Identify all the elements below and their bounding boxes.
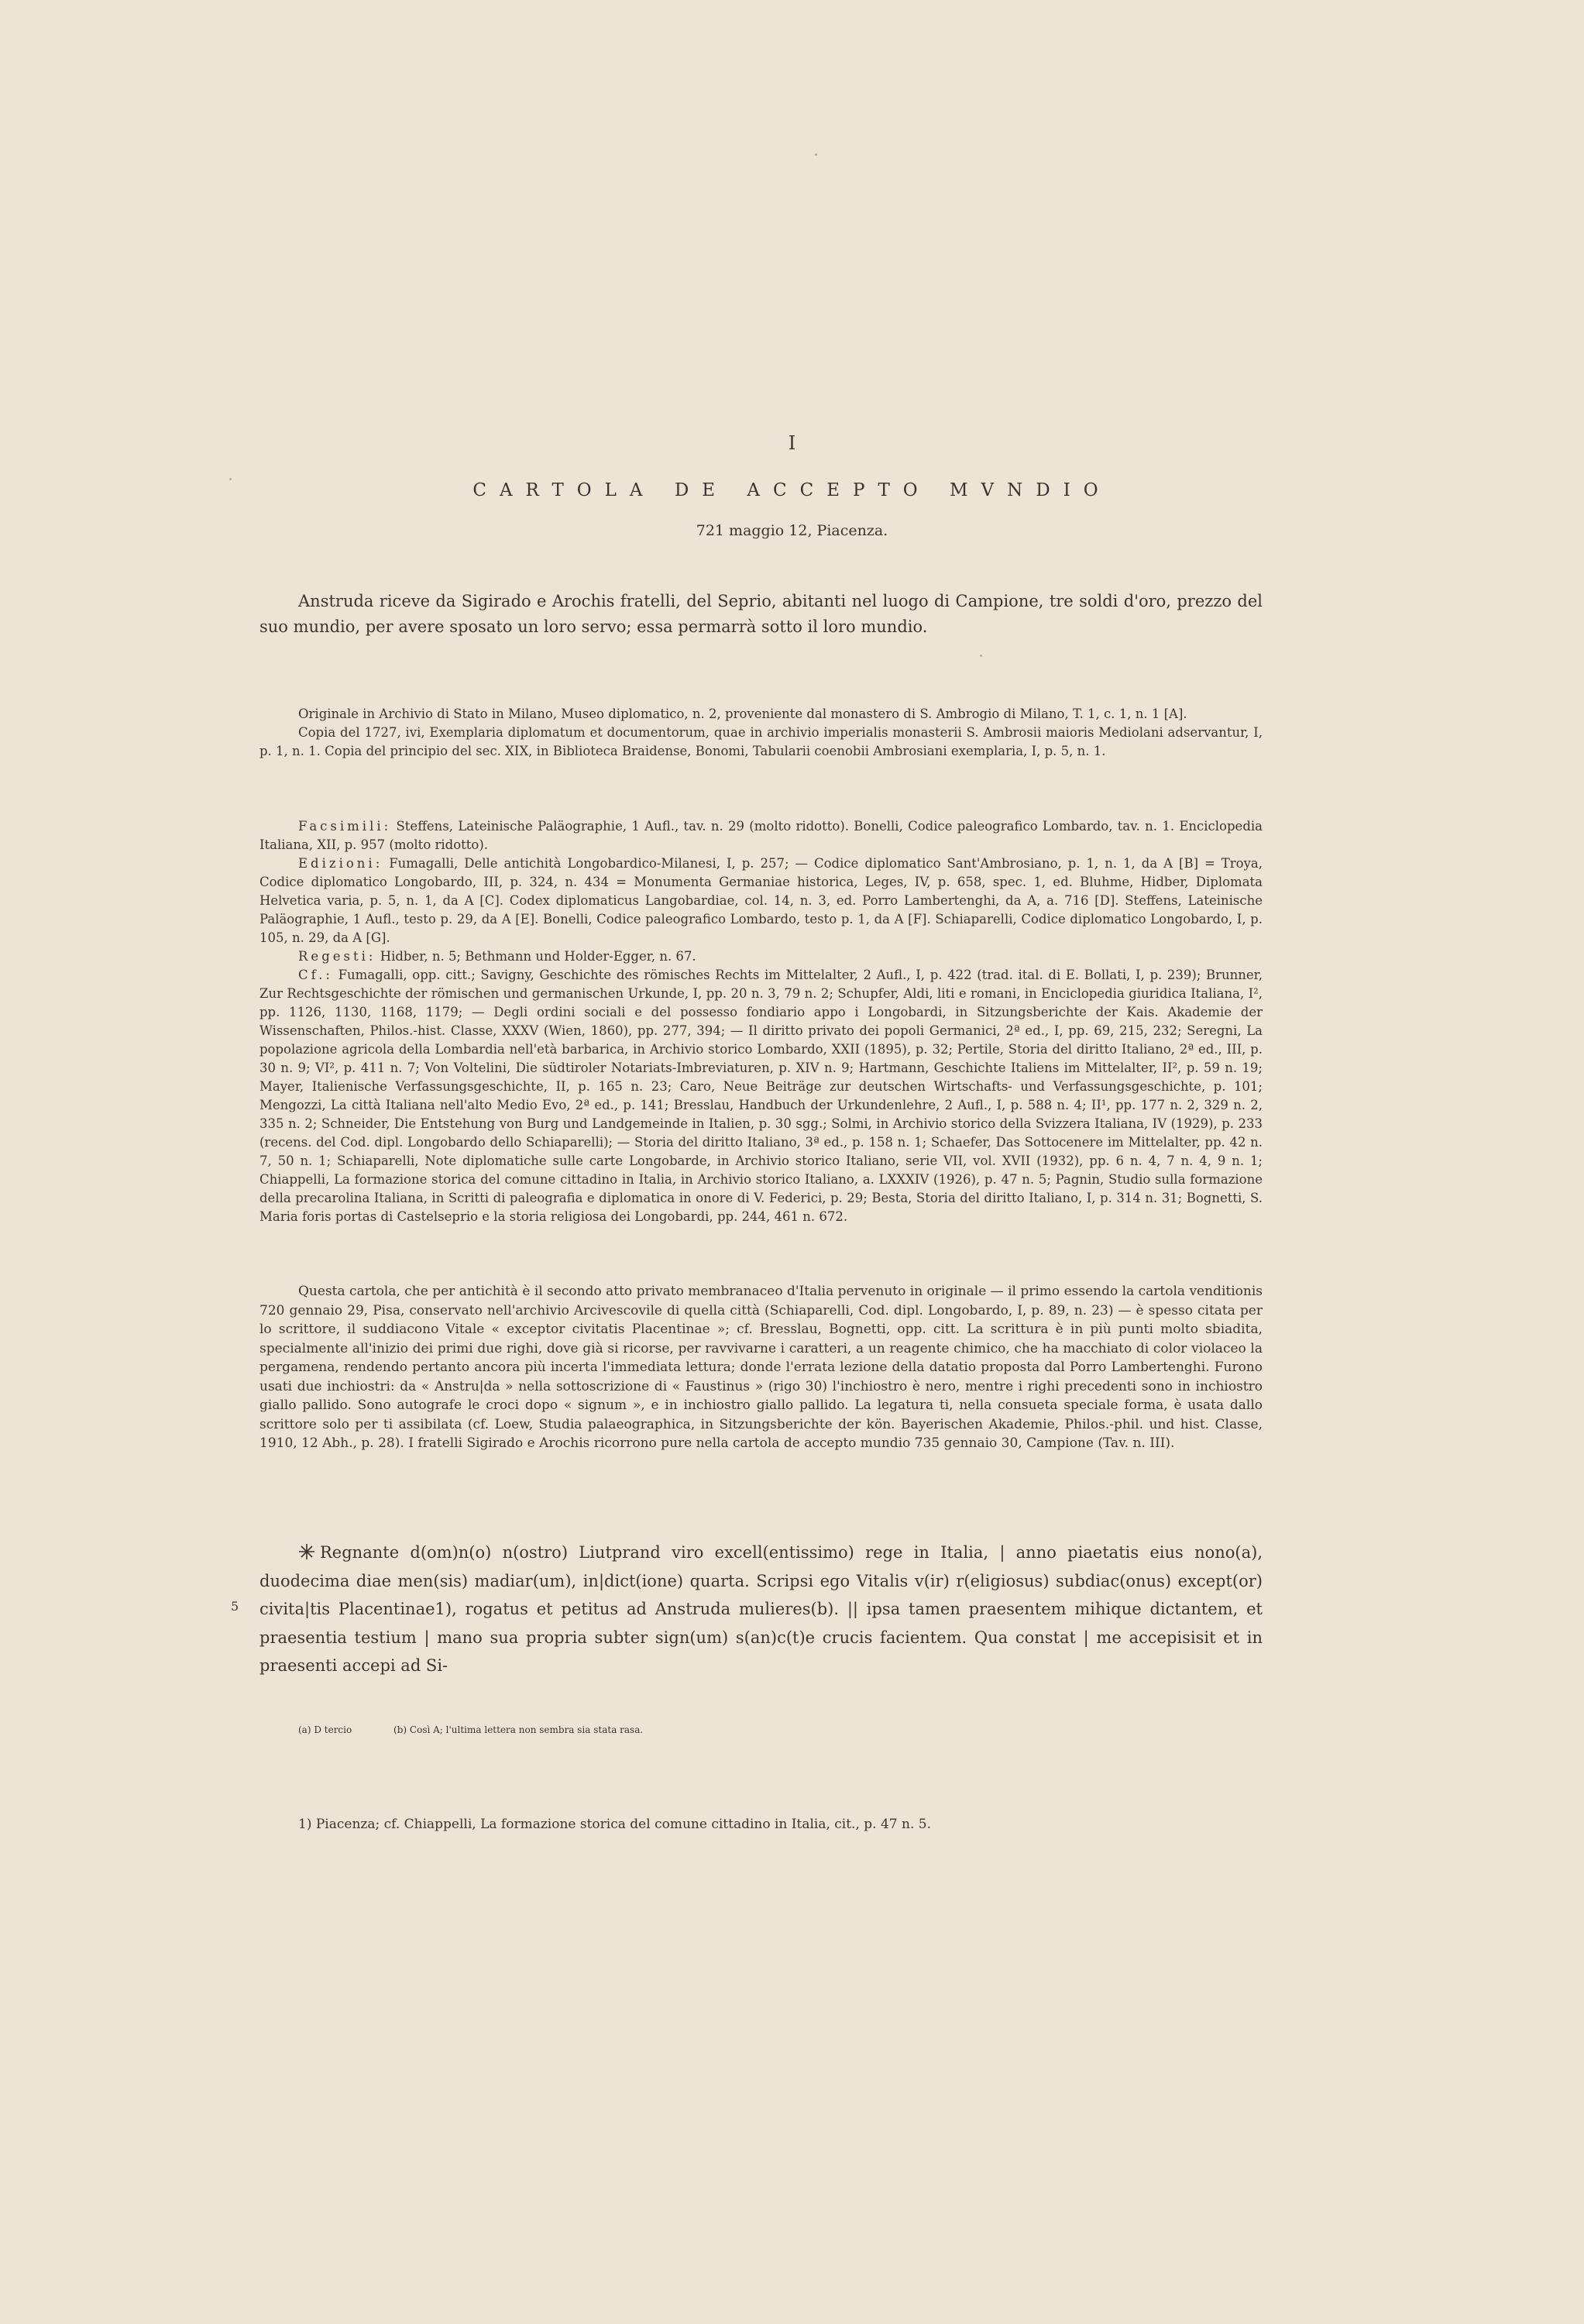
apparatus-note-b: (b) Così A; l'ultima lettera non sembra sia stata rasa. — [393, 1724, 644, 1735]
commentary: Questa cartola, che per antichità è il secondo atto privato membranaceo d'Italia pervenuto in originale — il primo essendo la cartola venditionis 720 gennaio 29, Pisa, conservato nell'archivio Arcivescovile di quella città (Schiaparelli, Cod. dipl. Longobardo, I, p. 89, n. 23) — è spesso citata per lo scrittore, il suddiacono Vitale « exceptor civitatis Placentinae »; cf. Bresslau, Bognetti, opp. citt. La scrittura è in più punti molto sbiadita, specialmente all'inizio dei primi due righi, dove già si ricorse, per ravvivarne i caratteri, a un reagente chimico, che ha macchiato di color violaceo la pergamena, rendendo pertanto ancora più incerta l'immediata lettura; donde l'errata lezione della datatio proposta dal Porro Lambertenghi. Furono usati due inchiostri: da « Anstru|da » nella sottoscrizione di « Faustinus » (rigo 30) l'inchiostro è nero, mentre i righi precedenti sono in inchiostro giallo pallido. Sono autografe le croci dopo « signum », e in inchiostro giallo pallido. La legatura ti, nella consueta speciale forma, è usata dallo scrittore solo per ti assibilata (cf. Loew, Studia palaeographica, in Sitzungsberichte der kön. Bayerischen Akademie, Philos.-phil. und hist. Classe, 1910, 12 Abh., p. 28). I fratelli Sigirado e Arochis ricorrono pure nella cartola de accepto mundio 735 gennaio 30, Campione (Tav. n. III). — [259, 1284, 1263, 1451]
edizioni-entry — [259, 854, 1263, 947]
edizioni-text: Fumagalli, Delle antichità Longobardico-Milanesi, I, p. 257; — Codice diplomatico Sant'Ambrosiano, p. 1, n. 1, da A [B] = Troya, Codice diplomatico Longobardo, III, p. 324, n. 434 = Monumenta Germaniae historica, Leges, IV, p. 658, spec. 1, ed. Bluhme, Hidber, Diplomata Helvetica varia, p. 5, n. 1, da A [C]. Codex diplomaticus Langobardiae, col. 14, n. 3, ed. Porro Lambertenghi, da A, a. 716 [D]. Steffens, Lateinische Paläographie, 1 Aufl., testo p. 29, da A [E]. Bonelli, Codice paleografico Lombardo, testo p. 1, da A [F]. Schiaparelli, Codice diplomatico Longobardo, I, p. 105, n. 29, da A [G]. — [259, 856, 1263, 945]
cf-text: Fumagalli, opp. citt.; Savigny, Geschichte des römisches Rechts im Mittelalter, 2 Aufl., I, p. 422 (trad. ital. di E. Bollati, I, p. 239); Brunner, Zur Rechtsgeschichte der römischen und germanischen Urkunde, I, pp. 20 n. 3, 79 n. 2; Schupfer, Aldi, liti e romani, in Enciclopedia giuridica Italiana, I², pp. 1126, 1130, 1168, 1179; — Degli ordini sociali e del possesso fondiario appo i Longobardi, in Sitzungsberichte der Kais. Akademie der Wissenschaften, Philos.-hist. Classe, XXXV (Wien, 1860), pp. 277, 394; — Il diritto privato dei popoli Germanici, 2ª ed., I, pp. 69, 215, 232; Seregni, La popolazione agricola della Lombardia nell'età barbarica, in Archivio storico Lombardo, XXII (1895), p. 32; Pertile, Storia del diritto Italiano, 2ª ed., III, p. 30 n. 9; VI², p. 411 n. 7; Von Voltelini, Die südtiroler Notariats-Imbreviaturen, p. XIV n. 9; Hartmann, Geschichte Italiens im Mittelalter, II², p. 59 n. 19; Mayer, Italienische Verfassungsgeschichte, II, p. 165 n. 23; Caro, Neue Beiträge zur deutschen Wirtschafts- und Verfassungsgeschichte, p. 101; Mengozzi, La città Italiana nell'alto Medio Evo, 2ª ed., p. 141; Bresslau, Handbuch der Urkundenlehre, 2 Aufl., I, p. 588 n. 4; II¹, pp. 177 n. 2, 329 n. 2, 335 n. 2; Schneider, Die Entstehung von Burg und Landgemeinde in Italien, p. 30 sgg.; Solmi, in Archivio storico della Svizzera Italiana, IV (1929), p. 233 (recens. del Cod. dipl. Longobardo dello Schiaparelli); — Storia del diritto Italiano, 3ª ed., p. 158 n. 1; Schaefer, Das Sottocenere im Mittelalter, pp. 42 n. 7, 50 n. 1; Schiaparelli, Note diplomatiche sulle carte Longobarde, in Archivio storico Italiano, serie VII, vol. XVII (1932), pp. 6 n. 4, 7 n. 4, 9 n. 1; Chiappelli, La formazione storica del comune cittadino in Italia, in Archivio storico Italiano, a. LXXXIV (1926), p. 47 n. 5; Pagnin, Studio sulla formazione della precarolina Italiana, in Scritti di paleografia e diplomatica in onore di V. Federici, p. 29; Besta, Storia del diritto Italiano, I, p. 314 n. 31; Bognetti, S. Maria foris portas di Castelseprio e la storia religiosa dei Longobardi, pp. 244, 461 n. 672. — [259, 968, 1263, 1224]
bibliography — [259, 817, 1263, 1226]
regesti-text: Hidber, n. 5; Bethmann und Holder-Egger, n. 67. — [380, 949, 696, 964]
cf-entry — [259, 966, 1263, 1226]
paper-speck — [815, 153, 817, 156]
document-date: 721 maggio 12, Piacenza. — [696, 522, 888, 539]
cf-label: Cf.: — [298, 968, 333, 982]
facsimili-label: Facsimili: — [298, 819, 392, 834]
manuscript-tradition — [259, 705, 1263, 761]
regesti-label: Regesti: — [298, 949, 376, 964]
document-number: I — [788, 432, 796, 454]
historical-footnote: 1) Piacenza; cf. Chiappelli, La formazione storica del comune cittadino in Italia, cit., p. 47 n. 5. — [298, 1817, 931, 1832]
edition-text — [259, 1538, 1263, 1680]
critical-apparatus — [298, 1724, 1263, 1735]
paper-speck — [980, 655, 982, 657]
original-note: Originale in Archivio di Stato in Milano, Museo diplomatico, n. 2, proveniente dal monastero di S. Ambrogio di Milano, T. 1, c. 1, n. 1 [A]. — [298, 706, 1187, 721]
edition-body: Regnante d(om)n(o) n(ostro) Liutprand viro excell(entissimo) rege in Italia, | anno piaetatis eius nono(a), duodecima diae men(sis) madiar(um), in|dict(ione) quarta. Scripsi ego Vitalis v(ir) r(eligiosus) subdiac(onus) except(or) civita|tis Placentinae1), rogatus et petitus ad Anstruda mulieres(b). || ipsa tamen praesentem mihique dictantem, et praesentia testium | mano sua propria subter sign(um) s(an)c(t)e crucis facientem. Qua constat | me accepisisit et in praesenti accepi ad Si- — [259, 1543, 1263, 1675]
regesti-entry — [259, 947, 1263, 966]
line-number: 5 — [231, 1599, 239, 1614]
facsimili-text: Steffens, Lateinische Paläographie, 1 Aufl., tav. n. 29 (molto ridotto). Bonelli, Codice paleografico Lombardo, tav. n. 1. Enciclopedia Italiana, XII, p. 957 (molto ridotto). — [259, 819, 1263, 852]
edizioni-label: Edizioni: — [298, 856, 383, 871]
regesto-summary: Anstruda riceve da Sigirado e Arochis fratelli, del Seprio, abitanti nel luogo di Campione, tre soldi d'oro, prezzo del suo mundio, per avere sposato un loro servo; essa permarrà sotto il loro mundio. — [259, 592, 1263, 636]
facsimili-entry — [259, 817, 1263, 854]
apparatus-note-a: (a) D tercio — [298, 1724, 352, 1735]
document-title: CARTOLA DE ACCEPTO MVNDIO — [472, 480, 1112, 500]
chrismon-cross-icon — [298, 1543, 315, 1560]
copies-note: Copia del 1727, ivi, Exemplaria diplomatum et documentorum, quae in archivio imperialis monasterii S. Ambrosii maioris Mediolani adservantur, I, p. 1, n. 1. Copia del principio del sec. XIX, in Biblioteca Braidense, Bonomi, Tabularii coenobii Ambrosiani exemplaria, I, p. 5, n. 1. — [259, 725, 1263, 758]
